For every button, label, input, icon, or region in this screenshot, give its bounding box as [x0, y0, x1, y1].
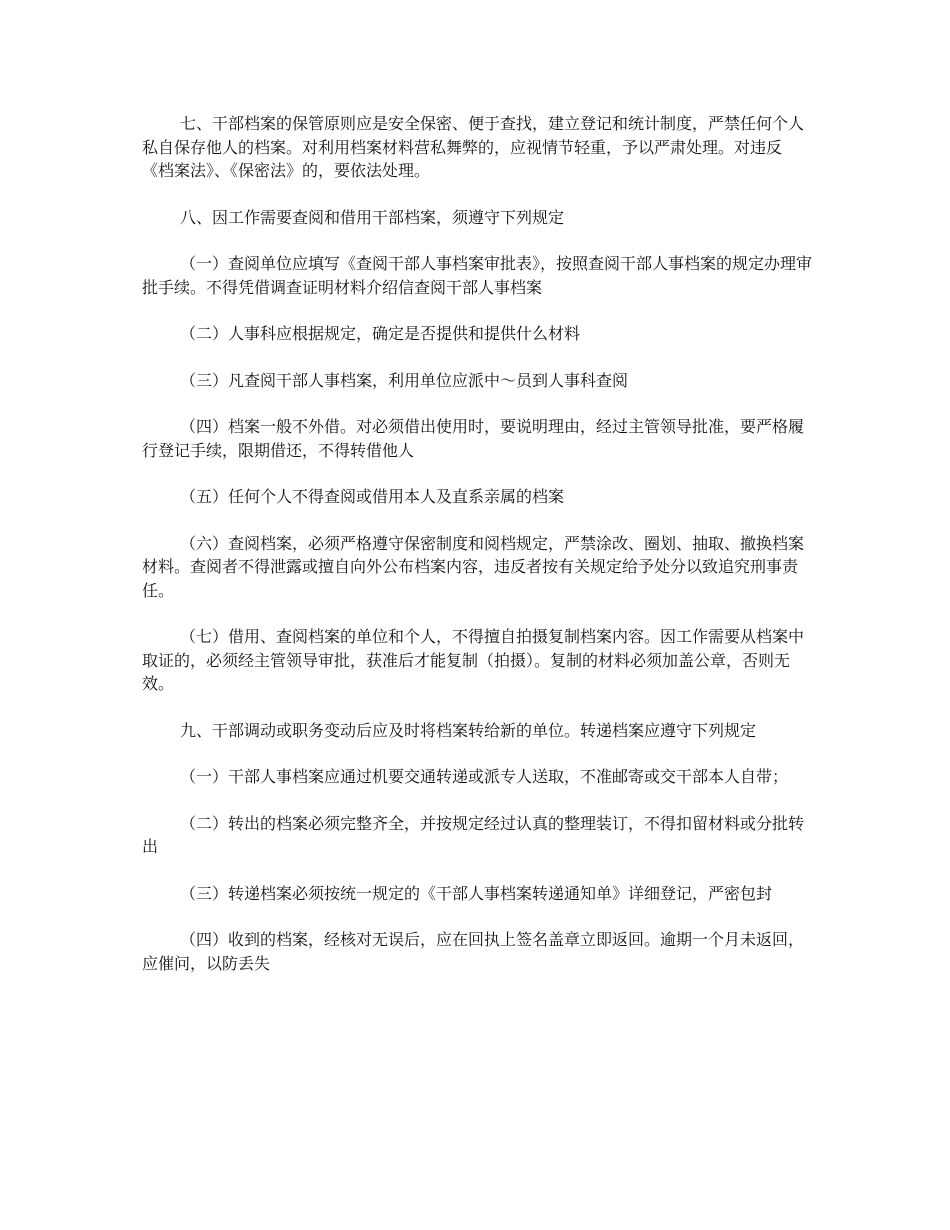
paragraph-section-9-item-2: （二）转出的档案必须完整齐全，并按规定经过认真的整理装订，不得扣留材料或分批转出 [142, 813, 805, 856]
paragraph-section-8-item-3: （三）凡查阅干部人事档案，利用单位应派中～员到人事科查阅 [180, 370, 629, 390]
paragraph-section-8-item-5: （五）任何个人不得查阅或借用本人及直系亲属的档案 [180, 487, 565, 506]
paragraph-section-8: 八、因工作需要查阅和借用干部档案，须遵守下列规定 [180, 207, 565, 227]
paragraph-section-8-item-2: （二）人事科应根据规定，确定是否提供和提供什么材料 [180, 324, 581, 343]
paragraph-section-9-item-3: （三）转递档案必须按统一规定的《干部人事档案转递通知单》详细登记，严密包封 [180, 883, 773, 903]
paragraph-section-8-item-1: （一）查阅单位应填写《查阅干部人事档案审批表》，按照查阅干部人事档案的规定办理审批手续。不得凭借调查证明材料介绍信查阅干部人事档案 [142, 254, 813, 297]
paragraph-section-7: 七、干部档案的保管原则应是安全保密、便于查找，建立登记和统计制度，严禁任何个人私自保存他人的档案。对利用档案材料营私舞弊的，应视情节轻重，予以严肃处理。对违反《档案法》、《保密法》的，要依法处理。 [142, 114, 805, 180]
paragraph-section-9-item-4: （四）收到的档案，经核对无误后，应在回执上签名盖章立即返回。逾期一个月未返回，应催问，以防丢失 [142, 930, 805, 973]
document-body [142, 112, 812, 998]
paragraph-section-8-item-6: （六）查阅档案，必须严格遵守保密制度和阅档规定，严禁涂改、圈划、抽取、撤换档案材料。查阅者不得泄露或擅自向外公布档案内容，违反者按有关规定给予处分以致追究刑事责任。 [142, 533, 805, 600]
paragraph-section-9-item-1: （一）干部人事档案应通过机要交通转递或派专人送取，不准邮寄或交干部本人自带； [180, 767, 789, 786]
paragraph-section-8-item-7: （七）借用、查阅档案的单位和个人，不得擅自拍摄复制档案内容。因工作需要从档案中取证的，必须经主管领导审批，获准后才能复制（拍摄）。复制的材料必须加盖公章，否则无效。 [142, 627, 805, 693]
paragraph-section-8-item-4: （四）档案一般不外借。对必须借出使用时，要说明理由，经过主管领导批准，要严格履行登记手续，限期借还，不得转借他人 [142, 417, 805, 460]
paragraph-section-9: 九、干部调动或职务变动后应及时将档案转给新的单位。转递档案应遵守下列规定 [180, 720, 757, 740]
